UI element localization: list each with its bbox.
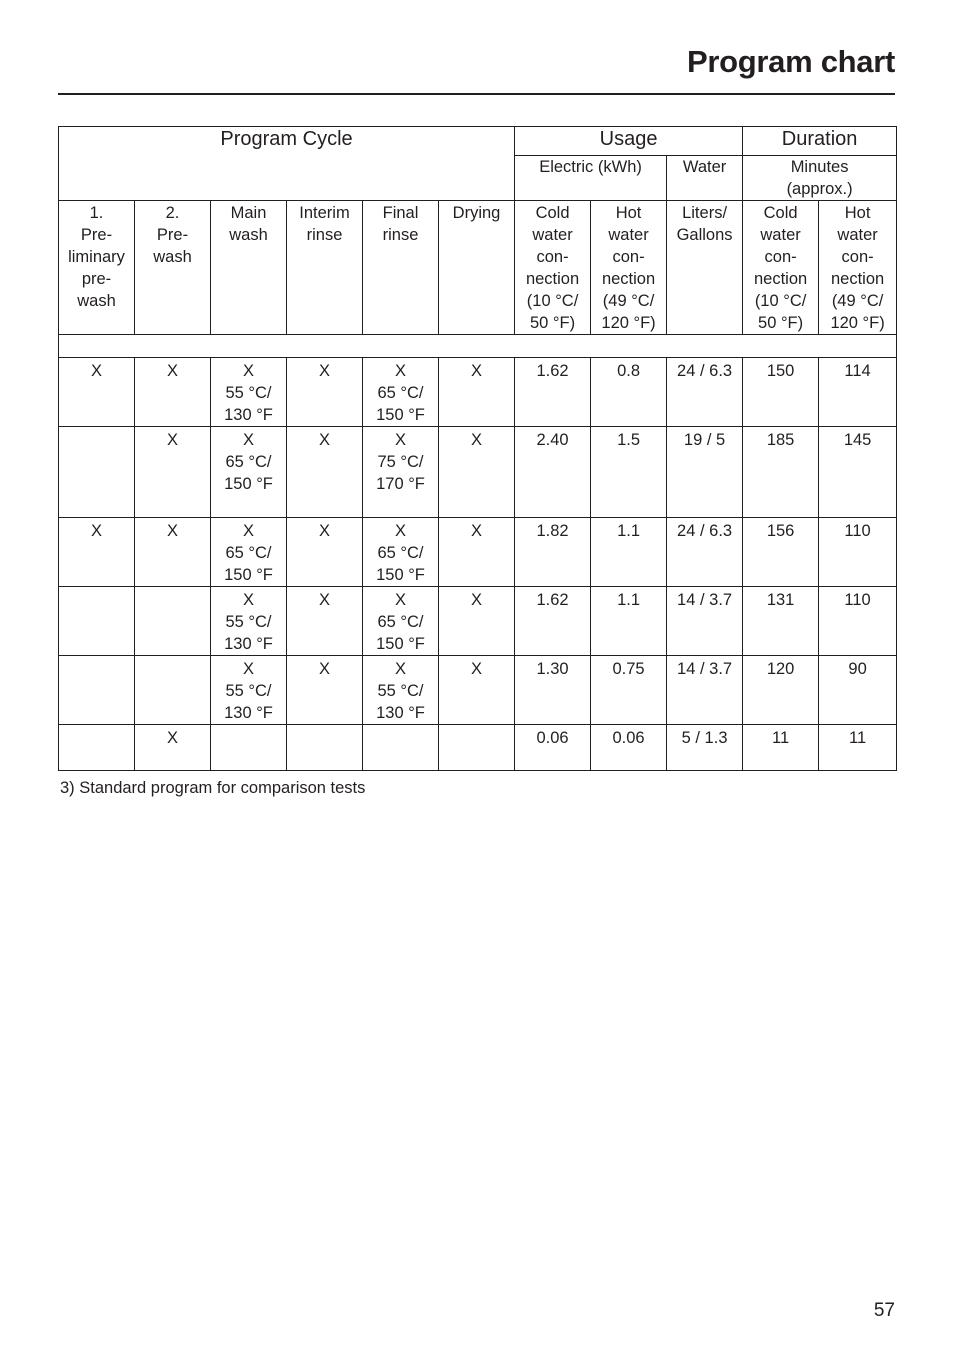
table-cell: 0.8 (591, 358, 667, 427)
table-cell: X (135, 518, 211, 587)
table-cell: X 55 °C/ 130 °F (211, 358, 287, 427)
column-header: Hot water con- nection (49 °C/ 120 °F) (591, 201, 667, 335)
table-cell: X (135, 725, 211, 771)
table-cell (135, 656, 211, 725)
table-cell: X (439, 587, 515, 656)
table-cell: 90 (819, 656, 897, 725)
table-cell: 0.06 (591, 725, 667, 771)
table-cell: 145 (819, 427, 897, 518)
table-cell (59, 656, 135, 725)
table-row (59, 358, 897, 427)
table-cell: X 65 °C/ 150 °F (211, 427, 287, 518)
table-cell (363, 725, 439, 771)
table-cell: 14 / 3.7 (667, 587, 743, 656)
table-cell: 1.30 (515, 656, 591, 725)
table-cell: X 65 °C/ 150 °F (363, 518, 439, 587)
table-cell: 24 / 6.3 (667, 358, 743, 427)
page-number: 57 (873, 1300, 895, 1321)
group-header-usage: Usage (515, 127, 743, 156)
table-cell: 1.62 (515, 358, 591, 427)
table-row (59, 587, 897, 656)
table-row (59, 427, 897, 518)
program-chart-table (58, 126, 897, 771)
table-cell: 1.82 (515, 518, 591, 587)
column-header: Interim rinse (287, 201, 363, 335)
table-cell (287, 725, 363, 771)
spacer-row (59, 335, 897, 358)
table-cell: X 65 °C/ 150 °F (211, 518, 287, 587)
table-cell: 1.1 (591, 518, 667, 587)
table-cell: X (287, 427, 363, 518)
column-header: 2. Pre- wash (135, 201, 211, 335)
table-cell: X (59, 358, 135, 427)
subheader-water: Water (667, 156, 743, 201)
header-row-columns (59, 201, 897, 335)
table-cell (59, 587, 135, 656)
table-cell: X 65 °C/ 150 °F (363, 358, 439, 427)
table-cell: X (135, 427, 211, 518)
page-title: Program chart (687, 44, 895, 79)
table-cell: X (439, 358, 515, 427)
table-row (59, 725, 897, 771)
table-cell: 120 (743, 656, 819, 725)
table-cell: 0.75 (591, 656, 667, 725)
column-header: Drying (439, 201, 515, 335)
table-cell: X (439, 427, 515, 518)
table-cell: X (287, 358, 363, 427)
footnote: 3) Standard program for comparison tests (60, 779, 366, 797)
table-cell: 0.06 (515, 725, 591, 771)
column-header: Cold water con- nection (10 °C/ 50 °F) (515, 201, 591, 335)
table-cell: 1.1 (591, 587, 667, 656)
table-cell: X 65 °C/ 150 °F (363, 587, 439, 656)
table-row (59, 518, 897, 587)
table-cell: 156 (743, 518, 819, 587)
table-cell: 185 (743, 427, 819, 518)
subheader-electric: Electric (kWh) (515, 156, 667, 201)
header-row-groups (59, 127, 897, 156)
table-cell: 110 (819, 518, 897, 587)
column-header: Cold water con- nection (10 °C/ 50 °F) (743, 201, 819, 335)
spacer-cell (59, 335, 897, 358)
table-cell: 114 (819, 358, 897, 427)
column-header: Main wash (211, 201, 287, 335)
table-cell: 150 (743, 358, 819, 427)
table-cell: X 75 °C/ 170 °F (363, 427, 439, 518)
table-row (59, 656, 897, 725)
table-cell: 14 / 3.7 (667, 656, 743, 725)
table-cell: X (287, 656, 363, 725)
table-cell: 11 (743, 725, 819, 771)
subheader-minutes: Minutes (approx.) (743, 156, 897, 201)
table-cell (211, 725, 287, 771)
group-header-duration: Duration (743, 127, 897, 156)
table-cell: 1.5 (591, 427, 667, 518)
table-cell: 19 / 5 (667, 427, 743, 518)
table-cell (135, 587, 211, 656)
table-cell: X (135, 358, 211, 427)
table-cell: X (59, 518, 135, 587)
table-cell: X (439, 656, 515, 725)
column-header: Final rinse (363, 201, 439, 335)
table-cell: 131 (743, 587, 819, 656)
table-cell (59, 427, 135, 518)
table-cell: 11 (819, 725, 897, 771)
table-cell: 5 / 1.3 (667, 725, 743, 771)
table-cell: X 55 °C/ 130 °F (211, 587, 287, 656)
table-cell: 2.40 (515, 427, 591, 518)
column-header: Hot water con- nection (49 °C/ 120 °F) (819, 201, 897, 335)
table-cell: X (287, 518, 363, 587)
table-cell (439, 725, 515, 771)
title-divider (58, 93, 895, 95)
table-cell: X 55 °C/ 130 °F (211, 656, 287, 725)
column-header: Liters/ Gallons (667, 201, 743, 335)
column-header: 1. Pre- liminary pre- wash (59, 201, 135, 335)
table-cell: X 55 °C/ 130 °F (363, 656, 439, 725)
table-cell: X (287, 587, 363, 656)
group-header-program-cycle: Program Cycle (59, 127, 515, 201)
table-cell: X (439, 518, 515, 587)
table-cell (59, 725, 135, 771)
table-cell: 24 / 6.3 (667, 518, 743, 587)
table-cell: 1.62 (515, 587, 591, 656)
table-cell: 110 (819, 587, 897, 656)
